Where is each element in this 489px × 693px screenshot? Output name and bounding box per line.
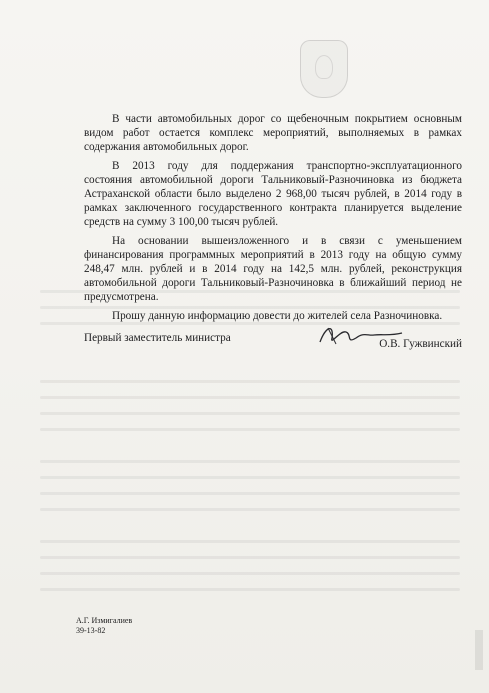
signature-block	[84, 330, 462, 350]
coat-of-arms-watermark	[300, 40, 348, 98]
letter-body	[84, 112, 462, 327]
bleed-through-line	[40, 460, 460, 463]
scan-edge-mark	[475, 630, 483, 670]
paragraph-budget-2013-2014: В 2013 году для поддержания транспортно-эксплуатационного состояния автомобильной дороги Тальниковый-Разночиновка из бюджета Астраханской области было выделено 2 968,00 тысяч рублей, в 2014 году в рамках заключенного государственного контракта планируется выделение средств на сумму 3 100,00 тысяч рублей.	[84, 159, 462, 229]
bleed-through-line	[40, 380, 460, 383]
signatory-name: О.В. Гужвинский	[379, 338, 462, 350]
bleed-through-line	[40, 508, 460, 511]
bleed-through-line	[40, 476, 460, 479]
bleed-through-line	[40, 588, 460, 591]
bleed-through-line	[40, 492, 460, 495]
bleed-through-line	[40, 540, 460, 543]
bleed-through-line	[40, 396, 460, 399]
bleed-through-line	[40, 428, 460, 431]
executor-phone: 39-13-82	[76, 626, 106, 635]
bleed-through-line	[40, 572, 460, 575]
signatory-title: Первый заместитель министра	[84, 332, 231, 344]
executor-info	[76, 616, 132, 636]
paragraph-reconstruction-status: На основании вышеизложенного и в связи с уменьшением финансирования программных мероприятий в 2013 году на общую сумму 248,47 млн. рублей и в 2014 году на 142,5 млн. рублей, реконструкция автомобильной дороги Тальниковый-Разночиновка в ближайший период не предусмотрена.	[84, 234, 462, 304]
paragraph-road-maintenance: В части автомобильных дорог со щебеночным покрытием основным видом работ остается комплекс мероприятий, выполняемых в рамках содержания автомобильных дорог.	[84, 113, 462, 154]
paragraph-request: Прошу данную информацию довести до жителей села Разночиновка.	[112, 309, 443, 322]
bleed-through-line	[40, 556, 460, 559]
executor-name: А.Г. Измигалиев	[76, 616, 133, 625]
emblem-shield-icon	[315, 55, 333, 79]
bleed-through-line	[40, 412, 460, 415]
